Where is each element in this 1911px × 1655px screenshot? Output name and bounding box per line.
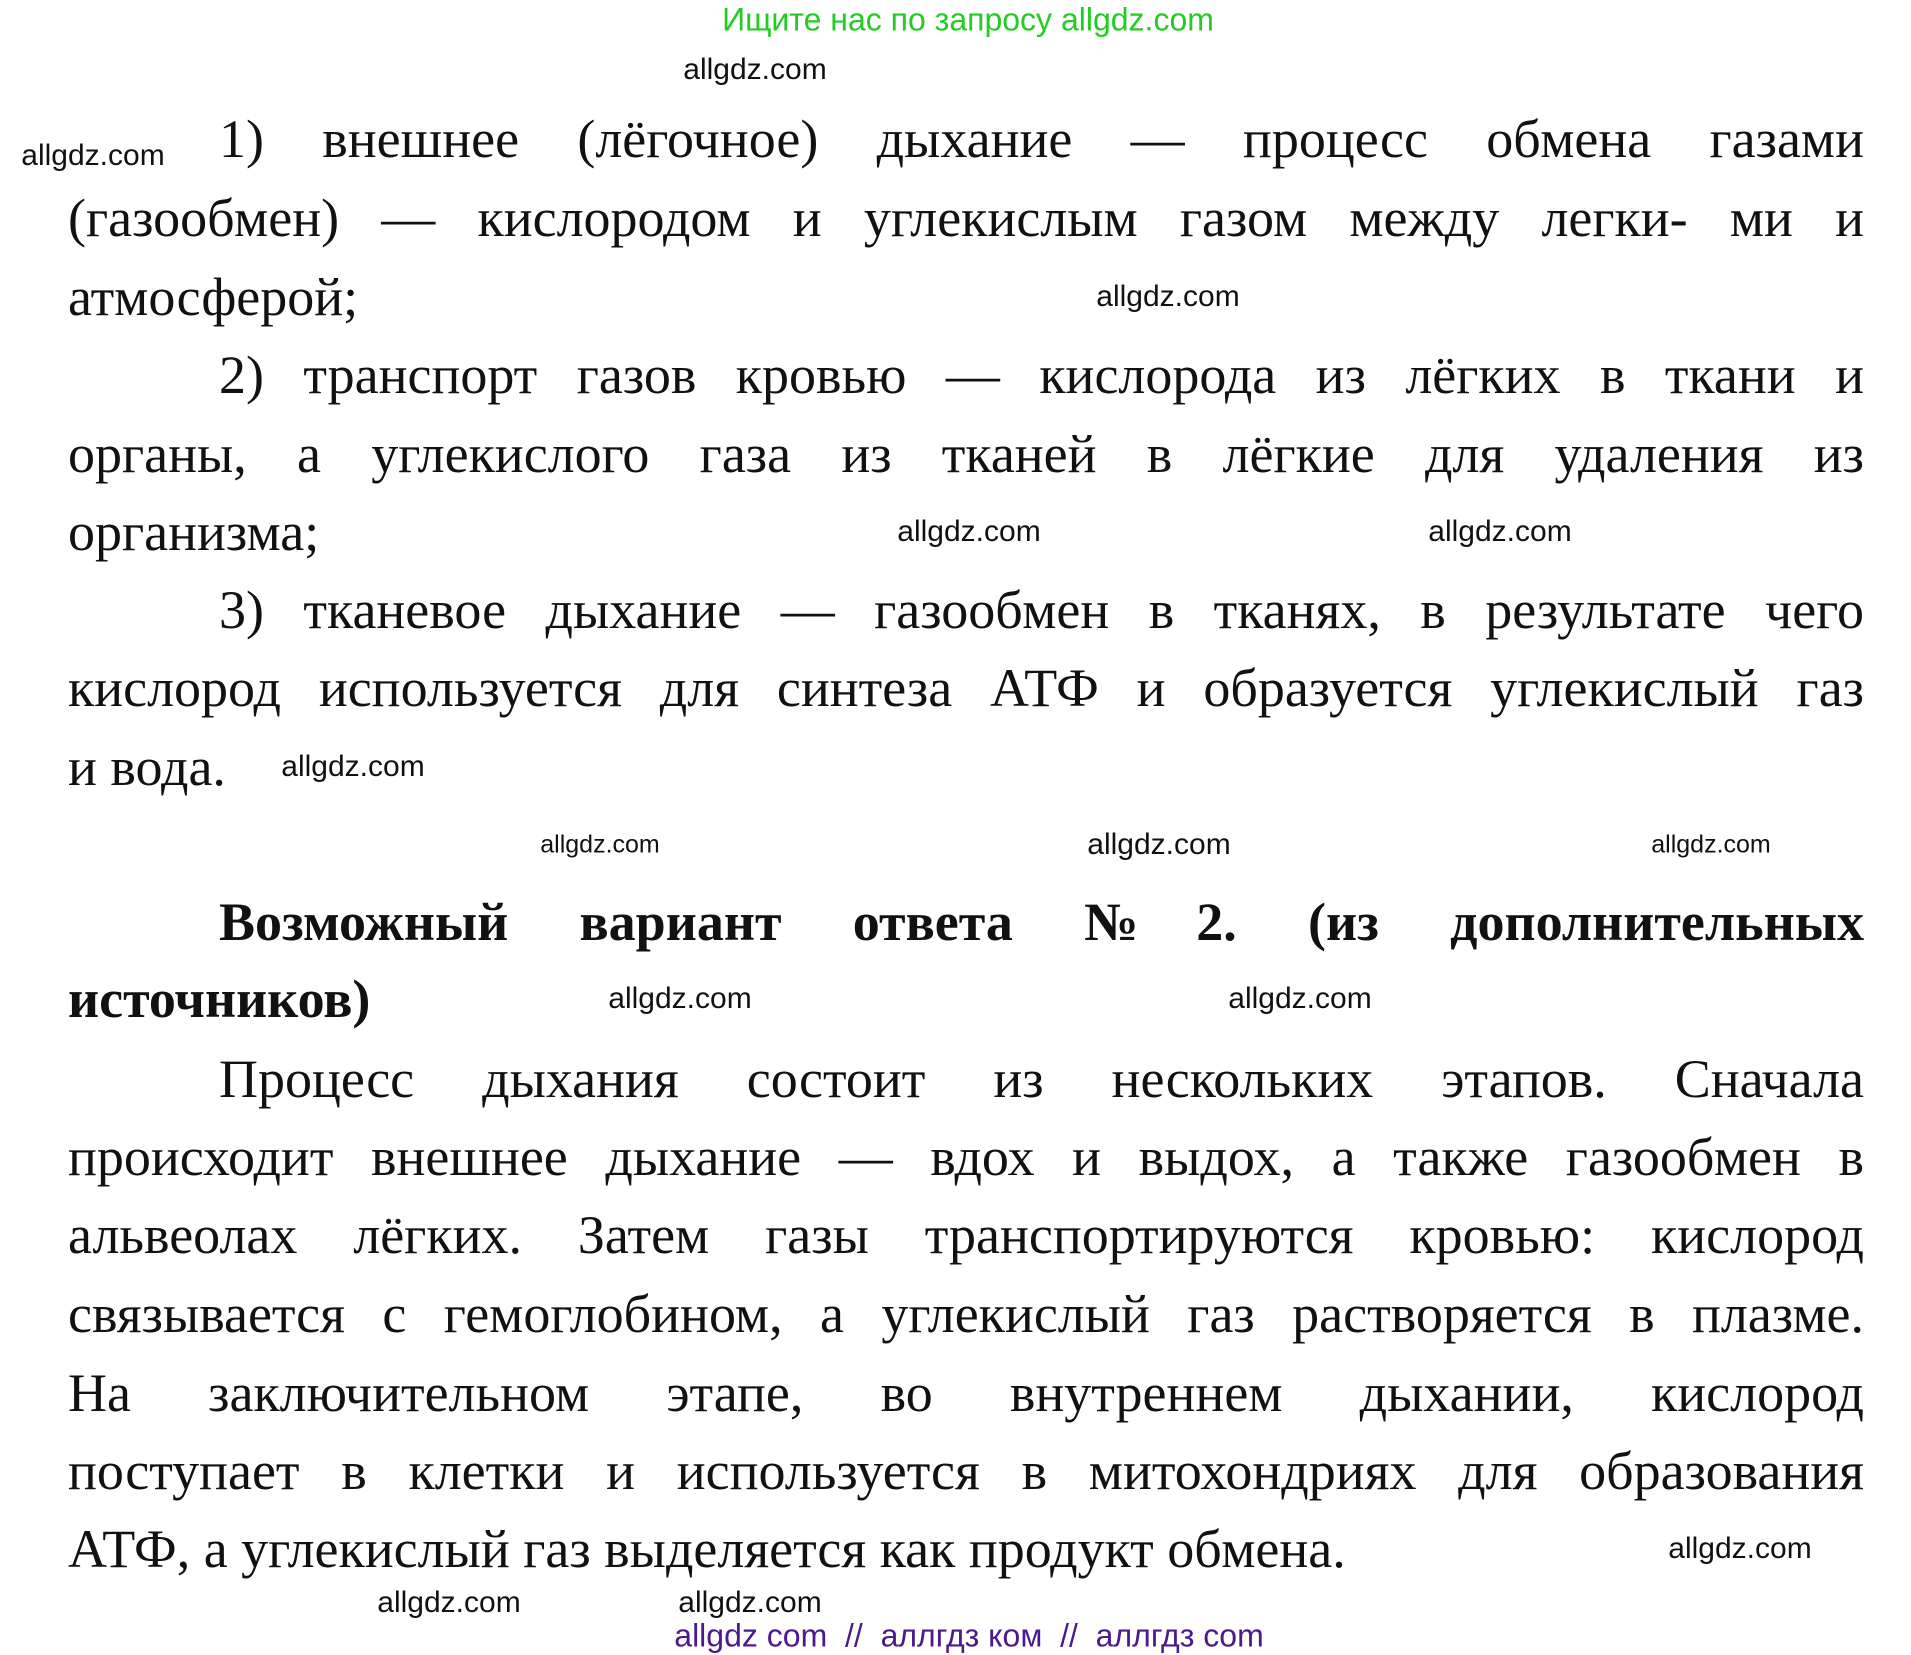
watermark: allgdz.com xyxy=(1428,515,1572,548)
section-heading: источников) xyxy=(68,969,371,1029)
search-banner: Ищите нас по запросу allgdz.com xyxy=(722,1,1214,38)
watermark: allgdz.com xyxy=(608,982,752,1015)
text-line: кислород используется для синтеза АТФ и образуется углекислый газ xyxy=(68,658,1864,718)
watermark: allgdz.com xyxy=(1096,280,1240,313)
text-line: организма; xyxy=(68,502,320,562)
watermark: allgdz.com xyxy=(683,53,827,86)
text-line: АТФ, а углекислый газ выделяется как продукт обмена. xyxy=(68,1519,1346,1579)
watermark: allgdz.com xyxy=(377,1586,521,1619)
text-line: На заключительном этапе, во внутреннем дыхании, кислород xyxy=(68,1363,1864,1423)
text-line: атмосферой; xyxy=(68,267,359,327)
text-line: происходит внешнее дыхание — вдох и выдох, а также газообмен в xyxy=(68,1127,1864,1187)
text-line: связывается с гемоглобином, а углекислый газ растворяется в плазме. xyxy=(68,1284,1864,1344)
watermark: allgdz.com xyxy=(281,750,425,783)
footer-banner: allgdz com // аллгдз ком // аллгдз com xyxy=(674,1617,1264,1654)
watermark: allgdz.com xyxy=(1228,982,1372,1015)
watermark: allgdz.com xyxy=(897,515,1041,548)
text-line: органы, а углекислого газа из тканей в лёгкие для удаления из xyxy=(68,424,1864,484)
text-line: 2) транспорт газов кровью — кислорода из лёгких в ткани и xyxy=(219,345,1864,405)
text-line: поступает в клетки и используется в митохондриях для образования xyxy=(68,1441,1864,1501)
text-line: 3) тканевое дыхание — газообмен в тканях, в результате чего xyxy=(219,580,1864,640)
text-line: Процесс дыхания состоит из нескольких этапов. Сначала xyxy=(219,1049,1864,1109)
section-heading: Возможный вариант ответа №2. (из дополнительных xyxy=(219,892,1864,952)
text-line: (газообмен) — кислородом и углекислым газом между легки- ми и xyxy=(68,188,1864,248)
text-line: альвеолах лёгких. Затем газы транспортируются кровью: кислород xyxy=(68,1205,1864,1265)
watermark: allgdz.com xyxy=(1087,828,1231,861)
watermark: allgdz.com xyxy=(21,139,165,172)
watermark: allgdz.com xyxy=(540,830,660,859)
watermark: allgdz.com xyxy=(1651,830,1771,859)
watermark: allgdz.com xyxy=(678,1586,822,1619)
text-line: 1) внешнее (лёгочное) дыхание — процесс обмена газами xyxy=(219,109,1864,169)
text-line: и вода. xyxy=(68,737,226,797)
watermark: allgdz.com xyxy=(1668,1532,1812,1565)
